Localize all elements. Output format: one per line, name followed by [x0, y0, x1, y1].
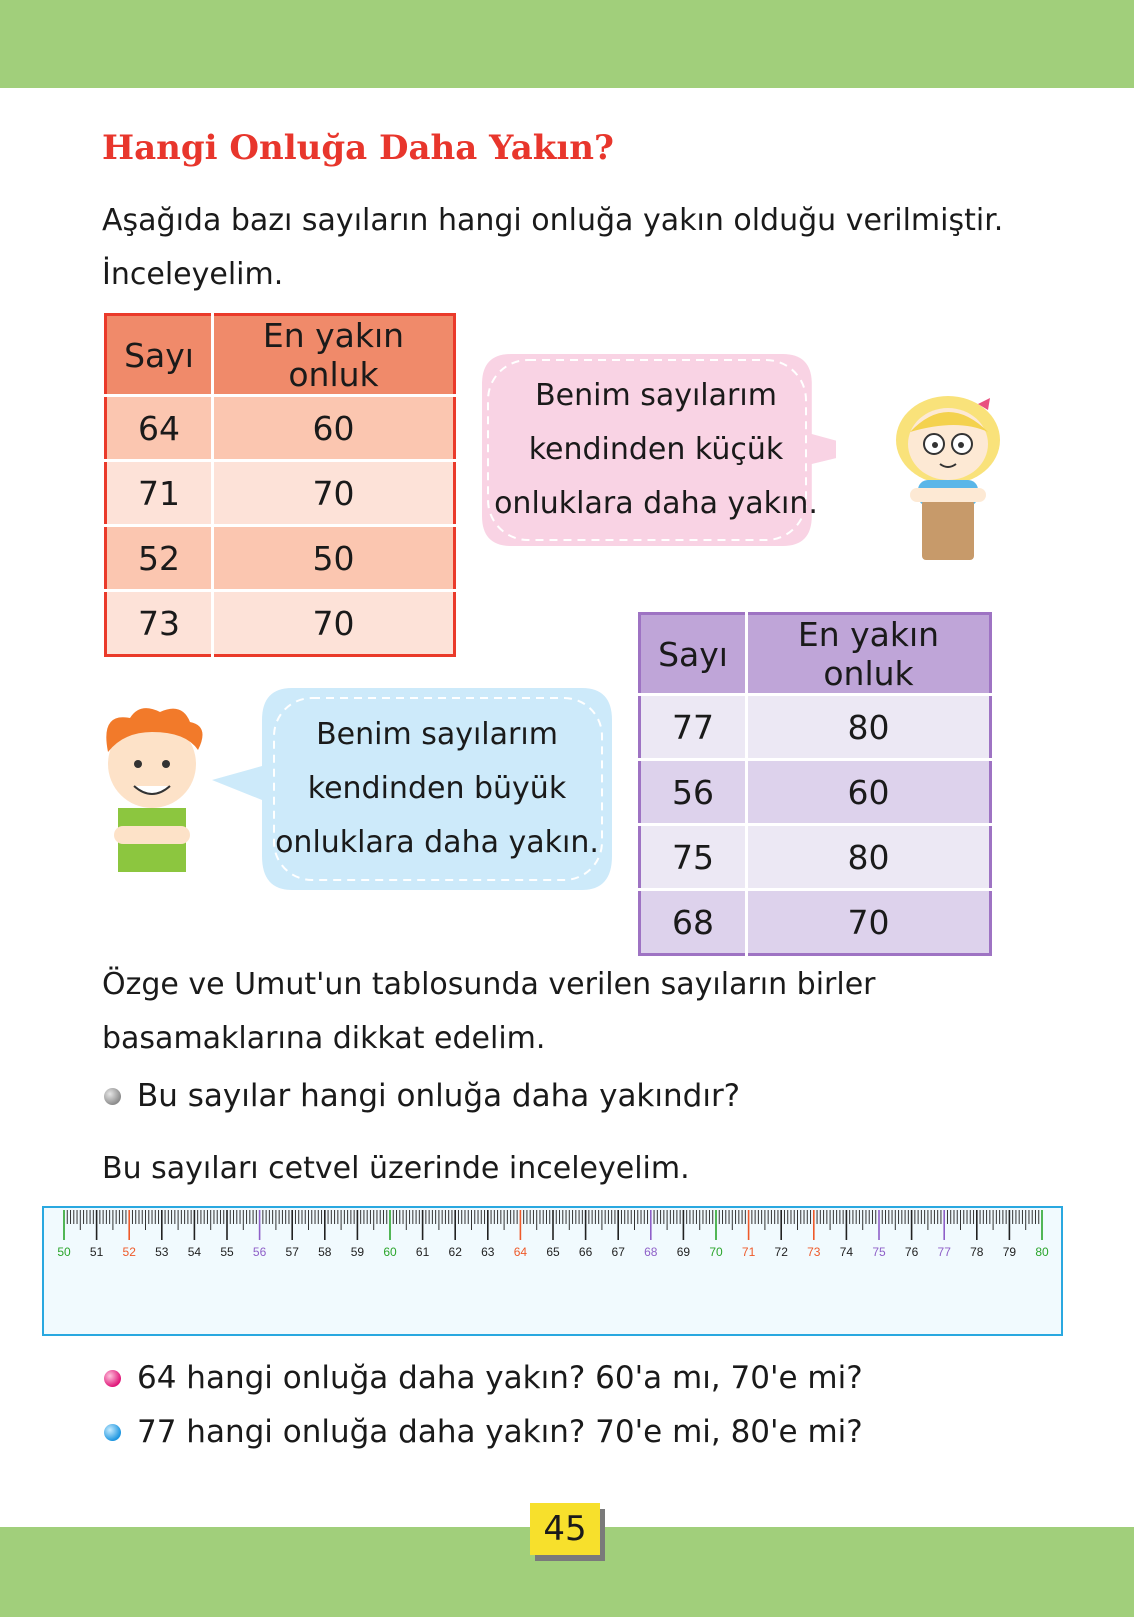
table-row — [106, 526, 455, 591]
speech-bubble-boy — [212, 680, 618, 898]
ruler-label: 80 — [1035, 1245, 1049, 1259]
table-cell-number: 56 — [640, 760, 747, 825]
table-ozge — [104, 313, 456, 657]
top-band — [0, 0, 1134, 88]
ruler-label: 64 — [513, 1245, 528, 1259]
page-title: Hangi Onluğa Daha Yakın? — [102, 128, 614, 168]
ruler-label: 65 — [546, 1245, 560, 1259]
question-text: 77 hangi onluğa daha yakın? 70'e mi, 80'e mi? — [137, 1414, 863, 1450]
table-row — [106, 396, 455, 461]
table-header: En yakın onluk — [747, 614, 991, 695]
ruler-intro: Bu sayıları cetvel üzerinde inceleyelim. — [102, 1151, 690, 1186]
ruler-label: 54 — [187, 1245, 202, 1259]
ruler-label: 50 — [57, 1245, 71, 1259]
table-cell-nearest-ten: 50 — [213, 526, 455, 591]
ruler-label: 59 — [350, 1245, 365, 1259]
ruler-label: 60 — [383, 1245, 397, 1259]
intro-paragraph: Aşağıda bazı sayıların hangi onluğa yakın olduğu verilmiştir. İnceleyelim. — [102, 203, 1004, 292]
table-row — [106, 461, 455, 526]
table-cell-number: 75 — [640, 825, 747, 890]
ruler-label: 74 — [839, 1245, 854, 1259]
bubble-line: onluklara daha yakın. — [494, 486, 818, 521]
question-line — [104, 1358, 863, 1398]
question-line — [104, 1412, 863, 1452]
question-line — [104, 1076, 740, 1116]
boy-illustration — [90, 702, 214, 890]
table-row — [640, 695, 991, 760]
girl-illustration — [888, 392, 1010, 564]
table-cell-nearest-ten: 80 — [747, 695, 991, 760]
table-row — [640, 890, 991, 955]
ruler-label: 77 — [937, 1245, 951, 1259]
ruler-label: 61 — [415, 1245, 430, 1259]
table-header: En yakın onluk — [213, 315, 455, 396]
number-ruler — [42, 1206, 1063, 1336]
speech-bubble-text — [262, 680, 612, 898]
bubble-line: Benim sayılarım — [535, 378, 777, 413]
bullet-icon — [104, 1370, 121, 1387]
table-cell-nearest-ten: 60 — [747, 760, 991, 825]
table-header: Sayı — [106, 315, 213, 396]
ruler-label: 75 — [872, 1245, 886, 1259]
ruler-label: 58 — [318, 1245, 332, 1259]
table-row — [106, 591, 455, 656]
question-text: 64 hangi onluğa daha yakın? 60'a mı, 70'e mi? — [137, 1360, 863, 1396]
ruler-label: 71 — [741, 1245, 756, 1259]
ruler-label: 67 — [611, 1245, 625, 1259]
ruler-label: 69 — [676, 1245, 691, 1259]
table-cell-nearest-ten: 70 — [747, 890, 991, 955]
bullet-icon — [104, 1088, 121, 1105]
ruler-label: 73 — [807, 1245, 821, 1259]
bubble-line: Benim sayılarım — [316, 717, 558, 752]
bubble-line: kendinden küçük — [528, 432, 784, 467]
ruler-label: 76 — [904, 1245, 919, 1259]
table-cell-number: 73 — [106, 591, 213, 656]
ruler-label: 63 — [481, 1245, 495, 1259]
ruler-label: 66 — [578, 1245, 593, 1259]
ruler-scale — [44, 1208, 1061, 1334]
table-cell-number: 71 — [106, 461, 213, 526]
table-cell-nearest-ten: 80 — [747, 825, 991, 890]
speech-bubble-text — [476, 344, 836, 556]
table-cell-nearest-ten: 70 — [213, 591, 455, 656]
speech-bubble-girl — [476, 344, 836, 556]
table-cell-number: 52 — [106, 526, 213, 591]
ruler-label: 68 — [644, 1245, 658, 1259]
bullet-icon — [104, 1424, 121, 1441]
table-cell-number: 77 — [640, 695, 747, 760]
table-cell-number: 64 — [106, 396, 213, 461]
page-number: 45 — [530, 1503, 600, 1555]
ruler-label: 51 — [89, 1245, 104, 1259]
digit-paragraph: Özge ve Umut'un tablosunda verilen sayıların birler basamaklarına dikkat edelim. — [102, 967, 876, 1056]
table-cell-number: 68 — [640, 890, 747, 955]
bubble-line: kendinden büyük — [307, 771, 567, 806]
table-row — [640, 760, 991, 825]
ruler-label: 72 — [774, 1245, 788, 1259]
table-cell-nearest-ten: 60 — [213, 396, 455, 461]
ruler-label: 78 — [970, 1245, 984, 1259]
ruler-label: 79 — [1002, 1245, 1017, 1259]
question-text: Bu sayılar hangi onluğa daha yakındır? — [137, 1078, 741, 1114]
ruler-label: 62 — [448, 1245, 462, 1259]
bubble-line: onluklara daha yakın. — [275, 825, 599, 860]
table-umut — [638, 612, 992, 956]
ruler-label: 56 — [252, 1245, 267, 1259]
ruler-label: 57 — [285, 1245, 299, 1259]
ruler-label: 53 — [155, 1245, 169, 1259]
ruler-label: 55 — [220, 1245, 234, 1259]
ruler-label: 52 — [122, 1245, 136, 1259]
ruler-label: 70 — [709, 1245, 723, 1259]
table-header: Sayı — [640, 614, 747, 695]
table-row — [640, 825, 991, 890]
table-cell-nearest-ten: 70 — [213, 461, 455, 526]
